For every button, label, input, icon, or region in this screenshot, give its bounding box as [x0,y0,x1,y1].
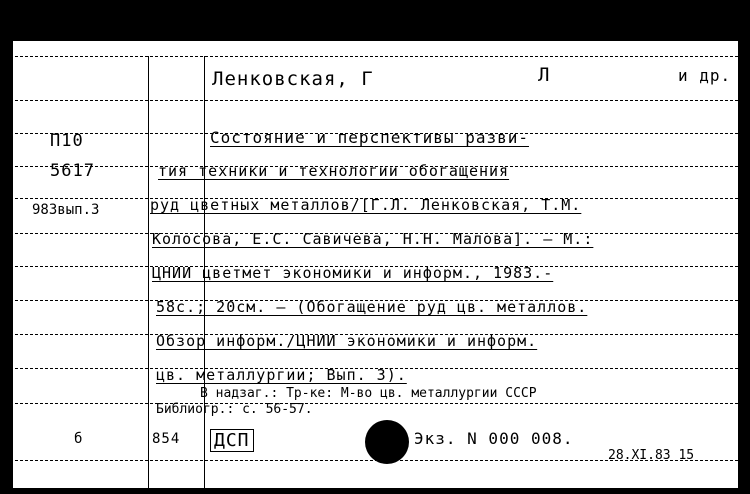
title-line: руд цветных металлов/[Г.Л. Ленковская, Т.М. [150,196,582,214]
heading-suffix: и др. [678,66,732,85]
author-heading: Ленковская, Г [212,68,374,90]
call-number-line2: 5617 [50,161,95,181]
catalog-card [10,38,738,488]
margin-line [148,56,149,488]
punch-hole [365,420,409,464]
date-stamp: 28.XI.83 15 [608,448,695,463]
bottom-code: 854 [152,431,181,447]
title-line: Колосова, Е.С. Савичева, Н.Н. Малова]. — М.: [152,230,594,248]
title-line: Состояние и перспективы разви- [210,128,529,147]
call-number-line3: 983вып.3 [32,202,100,218]
card-top-edge [10,38,738,41]
note-line: Библиогр.: с. 56-57. [156,402,313,417]
rule-line [10,56,738,57]
bottom-left-mark: б [74,431,84,447]
title-line: 58с.; 20см. — (Обогащение руд цв. металлов. [156,298,588,316]
title-line: цв. металлургии; Вып. 3). [156,366,407,384]
title-line: ЦНИИ цветмет экономики и информ., 1983.- [152,264,554,282]
call-number-line1: П10 [50,131,84,151]
rule-line [10,100,738,101]
title-line: тия техники и технологии обогащения [158,162,510,180]
heading-mark: Л [538,64,551,86]
rule-line [10,403,738,404]
inventory-number: Экз. N 000 008. [414,429,574,448]
note-line: В надзаг.: Тр-ке: М-во цв. металлургии СССР [200,386,537,401]
card-left-edge [10,38,13,488]
dsp-stamp: ДСП [210,429,254,452]
title-line: Обзор информ./ЦНИИ экономики и информ. [156,332,538,350]
